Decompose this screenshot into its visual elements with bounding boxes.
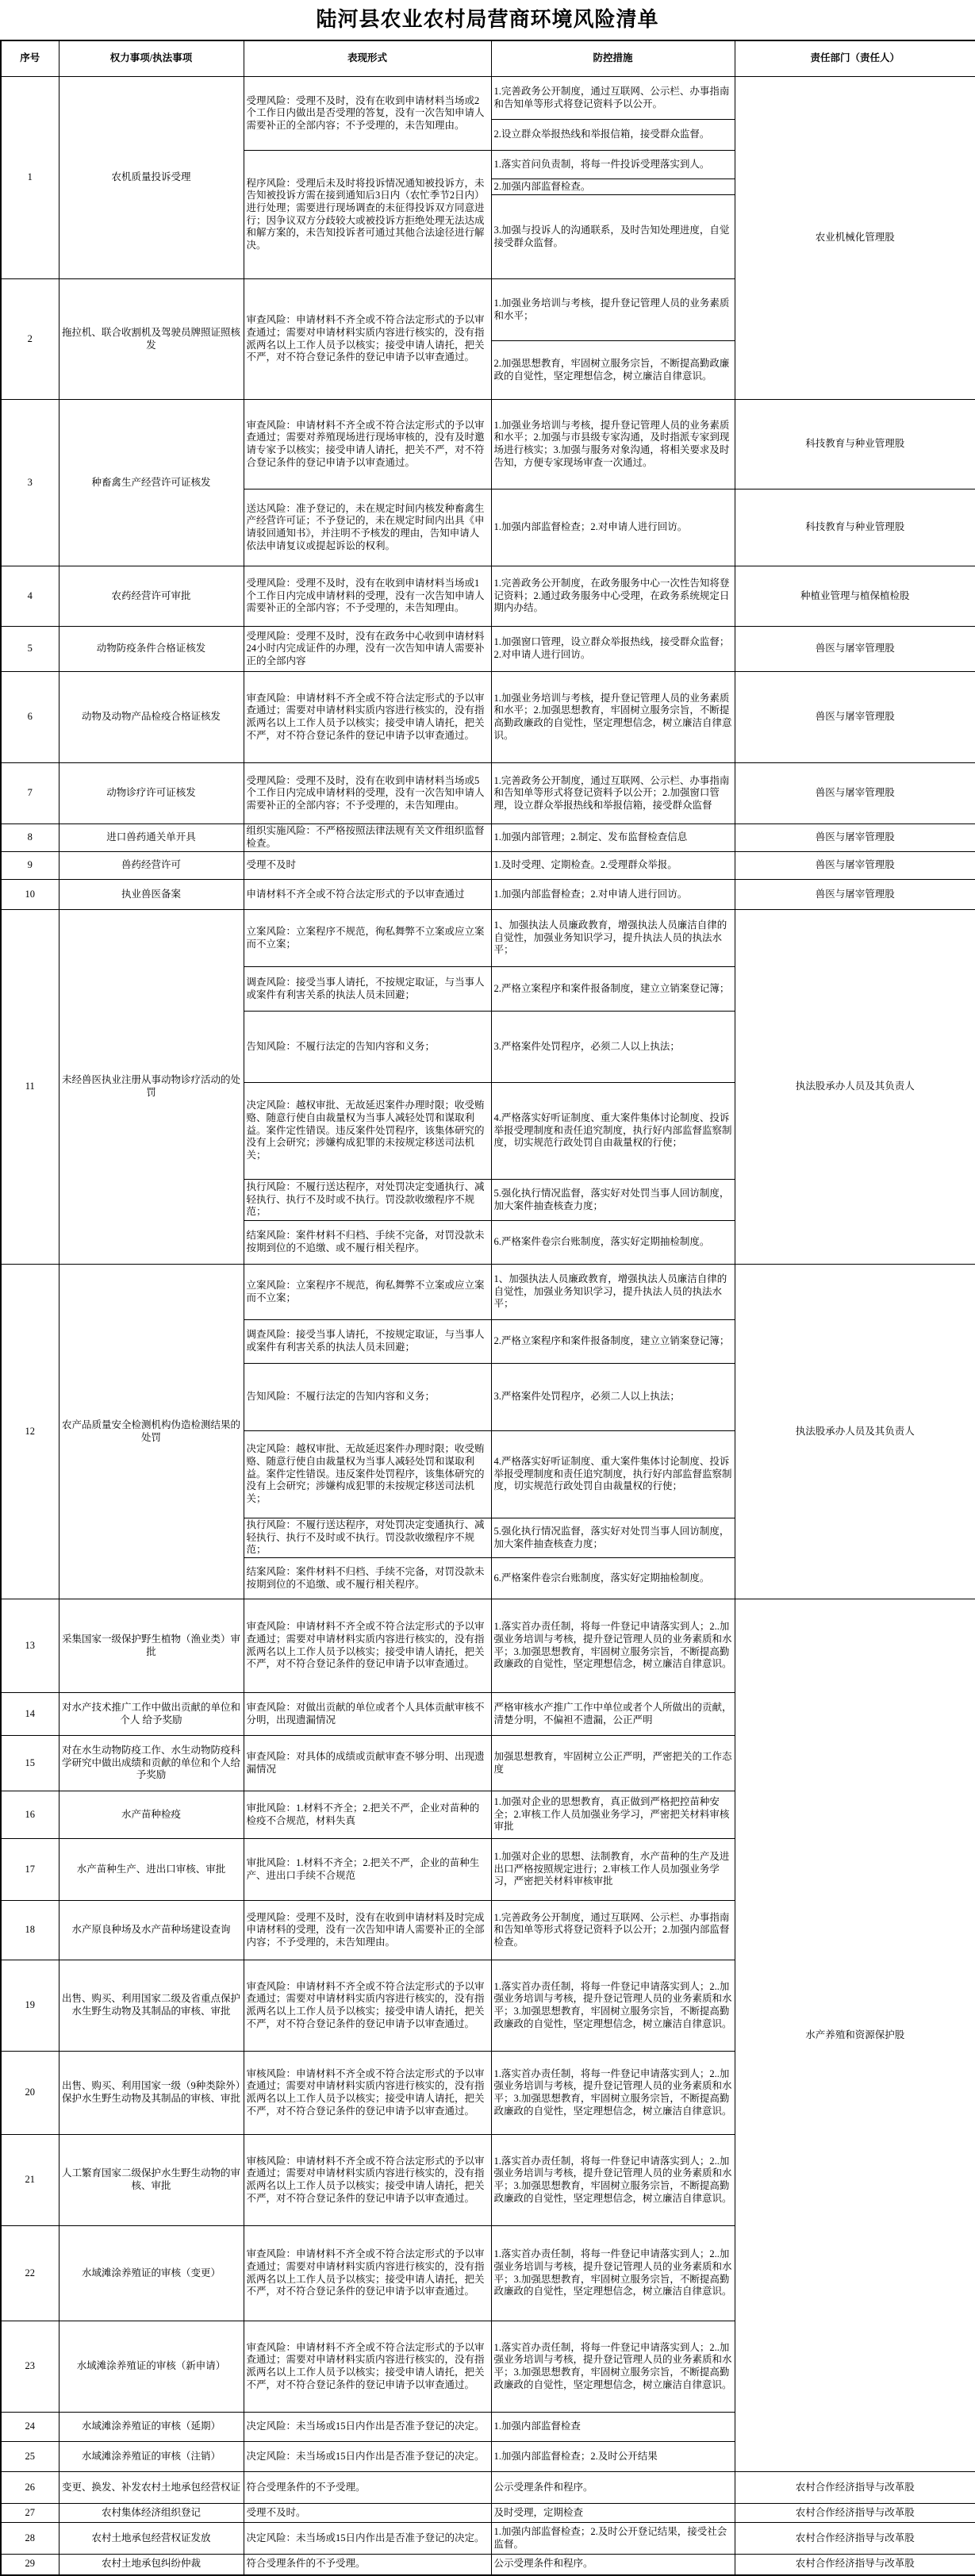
table-row [1, 672, 975, 763]
cell-control: 4.严格落实好听证制度、重大案件集体讨论制度、投诉举报受理制度和责任追究制度，执行好内部监督监察制度，切实规范行政处罚自由裁量权的行使； [491, 1083, 735, 1180]
page-title: 陆河县农业农村局营商环境风险清单 [316, 8, 659, 31]
cell-control: 1.落实首问负责制，将每一件投诉受理落实到人。 [491, 151, 735, 179]
cell-seq: 1 [1, 77, 59, 279]
risk-table [0, 40, 975, 2576]
cell-control: 1.加强业务培训与考核，提升登记管理人员的业务素质和水平；2.加强思想教育，牢固树立服务宗旨，不断提高勤政廉政的自觉性，坚定理想信念，树立廉洁自律意识。 [491, 672, 735, 763]
cell-seq: 29 [1, 2555, 59, 2575]
cell-form: 受理风险：受理不及时，没有在收到申请材料当场或2个工作日内做出是否受理的答复，没有一次告知申请人需要补正的全部内容；不予受理的，未告知理由。 [244, 77, 491, 151]
cell-seq: 20 [1, 2052, 59, 2135]
table-row [1, 400, 975, 489]
cell-seq: 6 [1, 672, 59, 763]
cell-item: 水产苗种检疫 [59, 1791, 244, 1839]
cell-control: 3.严格案件处罚程序，必须二人以上执法； [491, 1364, 735, 1431]
cell-seq: 11 [1, 910, 59, 1265]
cell-seq: 17 [1, 1839, 59, 1901]
cell-dept: 执法股承办人员及其负责人 [735, 910, 975, 1265]
cell-seq: 27 [1, 2504, 59, 2523]
cell-control: 1.加强对企业的思想、法制教育，水产苗种的生产及进出口严格按照规定进行；2.审核工作人员加强业务学习，严密把关材料审核审批 [491, 1839, 735, 1901]
cell-control: 1.加强业务培训与考核，提升登记管理人员的业务素质和水平；2.加强与市县级专家沟通，及时指派专家到现场进行核实；3.加强与服务对象沟通，将相关要求及时告知，方便专家现场审查一次通过。 [491, 400, 735, 489]
cell-seq: 26 [1, 2472, 59, 2504]
cell-form: 执行风险：不履行送达程序，对处罚决定变通执行、减轻执行、执行不及时或不执行。罚没款收缴程序不规范； [244, 1518, 491, 1558]
cell-form: 决定风险：越权审批、无故延迟案件办理时限；收受贿赂、随意行使自由裁量权为当事人减轻处罚和谋取利益。案件定性错误。违反案件处罚程序，该集体研究的没有上会研究；涉嫌构成犯罪的未按规定移送司法机关； [244, 1083, 491, 1180]
cell-item: 变更、换发、补发农村土地承包经营权证 [59, 2472, 244, 2504]
cell-control: 1.加强内部监督检查；2.对申请人进行回访。 [491, 489, 735, 566]
col-header-dept: 责任部门（责任人） [735, 40, 975, 77]
cell-seq: 4 [1, 566, 59, 627]
cell-form: 申请材料不齐全或不符合法定形式的予以审查通过 [244, 880, 491, 910]
cell-control: 2.严格立案程序和案件报备制度，建立立销案登记簿； [491, 967, 735, 1012]
cell-form: 符合受理条件的不予受理。 [244, 2472, 491, 2504]
cell-form: 决定风险：未当场或15日内作出是否准予登记的决定。 [244, 2413, 491, 2442]
table-body [1, 77, 975, 2575]
table-row [1, 77, 975, 120]
cell-form: 执行风险：不履行送达程序，对处罚决定变通执行、减轻执行、执行不及时或不执行。罚没款收缴程序不规范； [244, 1180, 491, 1221]
cell-form: 审查风险：对具体的成绩或贡献审查不够分明、出现遗漏情况 [244, 1736, 491, 1791]
cell-form: 送达风险：准予登记的，未在规定时间内核发种畜禽生产经营许可证；不予登记的，未在规定时间内出具《申请驳回通知书》，并注明不予核发的理由，告知申请人依法申请复议或提起诉讼的权利。 [244, 489, 491, 566]
cell-dept: 农村合作经济指导与改革股 [735, 2555, 975, 2575]
cell-seq: 28 [1, 2523, 59, 2555]
cell-control: 1.加强窗口管理，设立群众举报热线，接受群众监督；2.对申请人进行回访。 [491, 627, 735, 672]
cell-control: 1.完善政务公开制度，通过互联网、公示栏、办事指南和告知单等形式将登记资料予以公开；2.加强窗口管理，设立群众举报热线和举报信箱，接受群众监督 [491, 763, 735, 824]
cell-item: 未经兽医执业注册从事动物诊疗活动的处罚 [59, 910, 244, 1265]
cell-form: 审批风险：1.材料不齐全；2.把关不严，企业的苗种生产、进出口手续不合规范 [244, 1839, 491, 1901]
cell-form: 结案风险：案件材料不归档、手续不完备，对罚没款未按期到位的不追缴、或不履行相关程序。 [244, 1558, 491, 1599]
col-header-form: 表现形式 [244, 40, 491, 77]
header-row [1, 40, 975, 77]
cell-seq: 7 [1, 763, 59, 824]
cell-seq: 14 [1, 1693, 59, 1736]
cell-seq: 5 [1, 627, 59, 672]
cell-seq: 2 [1, 279, 59, 400]
col-header-control: 防控措施 [491, 40, 735, 77]
table-row [1, 852, 975, 880]
cell-dept: 兽医与屠宰管理股 [735, 627, 975, 672]
cell-control: 公示受理条件和程序。 [491, 2472, 735, 2504]
cell-control: 1.落实首办责任制，将每一件登记申请落实到人；2..加强业务培训与考核，提升登记管理人员的业务素质和水平；3.加强思想教育，牢固树立服务宗旨，不断提高勤政廉政的自觉性，坚定理想信念，树立廉洁自律意识。 [491, 2135, 735, 2226]
cell-dept: 农业机械化管理股 [735, 77, 975, 400]
cell-control: 1、加强执法人员廉政教育，增强执法人员廉洁自律的自觉性，加强业务知识学习，提升执法人员的执法水平； [491, 910, 735, 967]
cell-form: 审查风险：申请材料不齐全或不符合法定形式的予以审查通过；需要对申请材料实质内容进行核实的，没有指派两名以上工作人员予以核实；接受申请人请托，把关不严，对不符合登记条件的登记申请予以审查通过。 [244, 1599, 491, 1693]
cell-item: 水域滩涂养殖证的审核（注销） [59, 2442, 244, 2472]
cell-control: 3.加强与投诉人的沟通联系，及时告知处理进度，自觉接受群众监督。 [491, 195, 735, 279]
table-row [1, 2504, 975, 2523]
cell-control: 2.设立群众举报热线和举报信箱，接受群众监督。 [491, 120, 735, 151]
cell-dept: 农村合作经济指导与改革股 [735, 2504, 975, 2523]
cell-form: 审查风险：申请材料不齐全或不符合法定形式的予以审查通过；需要对申请材料实质内容进行核实的，没有指派两名以上工作人员予以核实；接受申请人请托，把关不严，对不符合登记条件的登记申请予以审查通过。 [244, 672, 491, 763]
cell-form: 结案风险：案件材料不归档、手续不完备，对罚没款未按期到位的不追缴、或不履行相关程序。 [244, 1221, 491, 1265]
cell-control: 1.落实首办责任制，将每一件登记申请落实到人；2..加强业务培训与考核，提升登记管理人员的业务素质和水平；3.加强思想教育，牢固树立服务宗旨，不断提高勤政廉政的自觉性，坚定理想信念，树立廉洁自律意识。 [491, 2321, 735, 2413]
cell-control: 1.加强业务培训与考核，提升登记管理人员的业务素质和水平； [491, 279, 735, 341]
cell-form: 审查风险：申请材料不齐全或不符合法定形式的予以审查通过；需要对申请材料实质内容进行核实的，没有指派两名以上工作人员予以核实；接受申请人请托，把关不严，对不符合登记条件的登记申请予以审查通过。 [244, 2226, 491, 2321]
cell-control: 1.落实首办责任制，将每一件登记申请落实到人；2..加强业务培训与考核，提升登记管理人员的业务素质和水平；3.加强思想教育，牢固树立服务宗旨，不断提高勤政廉政的自觉性，坚定理想信念，树立廉洁自律意识。 [491, 2226, 735, 2321]
cell-form: 受理风险：受理不及时，没有在收到申请材料当场或5个工作日内完成申请材料的受理，没有一次告知申请人需要补正的全部内容；不予受理的，未告知理由。 [244, 763, 491, 824]
cell-dept: 兽医与屠宰管理股 [735, 824, 975, 852]
cell-form: 审查风险：申请材料不齐全或不符合法定形式的予以审查通过；需要对申请材料实质内容进行核实的，没有指派两名以上工作人员予以核实；接受申请人请托，把关不严，对不符合登记条件的登记申请予以审查通过。 [244, 279, 491, 400]
col-header-seq: 序号 [1, 40, 59, 77]
cell-control: 3.严格案件处罚程序，必须二人以上执法； [491, 1012, 735, 1083]
cell-seq: 3 [1, 400, 59, 566]
cell-seq: 13 [1, 1599, 59, 1693]
cell-seq: 8 [1, 824, 59, 852]
cell-seq: 15 [1, 1736, 59, 1791]
cell-control: 1.完善政务公开制度，通过互联网、公示栏、办事指南和告知单等形式将登记资料予以公开。 [491, 77, 735, 120]
cell-form: 审查风险：申请材料不齐全或不符合法定形式的予以审查通过；需要对申请材料实质内容进行核实的，没有指派两名以上工作人员予以核实；接受申请人请托，把关不严，对不符合登记条件的登记申请予以审查通过。 [244, 1960, 491, 2052]
cell-seq: 19 [1, 1960, 59, 2052]
cell-dept: 水产养殖和资源保护股 [735, 1599, 975, 2472]
cell-control: 1.加强内部监督检查；2.及时公开登记结果，接受社会监督。 [491, 2523, 735, 2555]
cell-item: 出售、购买、利用国家一级（9种类除外）保护水生野生动物及其制品的审核、审批 [59, 2052, 244, 2135]
cell-item: 农村集体经济组织登记 [59, 2504, 244, 2523]
cell-control: 1.落实首办责任制，将每一件登记申请落实到人；2..加强业务培训与考核，提升登记管理人员的业务素质和水平；3.加强思想教育，牢固树立服务宗旨，不断提高勤政廉政的自觉性，坚定理想信念，树立廉洁自律意识。 [491, 1599, 735, 1693]
cell-form: 审批风险：1.材料不齐全；2.把关不严，企业对苗种的检疫不合规范，材料失真 [244, 1791, 491, 1839]
table-row [1, 2523, 975, 2555]
table-row [1, 880, 975, 910]
cell-control: 2.严格立案程序和案件报备制度，建立立销案登记簿； [491, 1320, 735, 1364]
cell-dept: 农村合作经济指导与改革股 [735, 2472, 975, 2504]
cell-control: 6.严格案件卷宗台账制度，落实好定期抽检制度。 [491, 1221, 735, 1265]
cell-form: 审核风险：申请材料不齐全或不符合法定形式的予以审查通过；需要对申请材料实质内容进行核实的，没有指派两名以上工作人员予以核实；接受申请人请托，把关不严，对不符合登记条件的登记申请予以审查通过。 [244, 2135, 491, 2226]
cell-dept: 种植业管理与植保植检股 [735, 566, 975, 627]
cell-dept: 农村合作经济指导与改革股 [735, 2523, 975, 2555]
cell-form: 受理不及时 [244, 852, 491, 880]
cell-item: 农药经营许可审批 [59, 566, 244, 627]
cell-control: 1.及时受理、定期检查。2.受理群众举报。 [491, 852, 735, 880]
cell-form: 调查风险：接受当事人请托，不按规定取证，与当事人或案件有利害关系的执法人员未回避； [244, 1320, 491, 1364]
cell-seq: 16 [1, 1791, 59, 1839]
cell-form: 受理风险：受理不及时，没有在政务中心收到申请材料24小时内完成证件的办理，没有一次告知申请人需要补正的全部内容 [244, 627, 491, 672]
cell-dept: 兽医与屠宰管理股 [735, 672, 975, 763]
cell-item: 水产苗种生产、进出口审核、审批 [59, 1839, 244, 1901]
cell-seq: 25 [1, 2442, 59, 2472]
cell-control: 2.加强内部监督检查。 [491, 179, 735, 195]
cell-dept: 执法股承办人员及其负责人 [735, 1265, 975, 1599]
cell-form: 审查风险：对做出贡献的单位或者个人具体贡献审核不分明，出现遗漏情况 [244, 1693, 491, 1736]
cell-form: 决定风险：未当场或15日内作出是否准予登记的决定。 [244, 2523, 491, 2555]
cell-dept: 兽医与屠宰管理股 [735, 763, 975, 824]
cell-seq: 24 [1, 2413, 59, 2442]
cell-item: 水域滩涂养殖证的审核（变更） [59, 2226, 244, 2321]
cell-form: 立案风险：立案程序不规范，徇私舞弊不立案或应立案而不立案； [244, 910, 491, 967]
cell-form: 决定风险：未当场或15日内作出是否准予登记的决定。 [244, 2442, 491, 2472]
cell-item: 农机质量投诉受理 [59, 77, 244, 279]
cell-form: 受理风险：受理不及时，没有在收到申请材料及时完成申请材料的受理，没有一次告知申请人需要补正的全部内容；不予受理的，未告知理由。 [244, 1901, 491, 1960]
cell-item: 水产原良种场及水产苗种场建设查询 [59, 1901, 244, 1960]
cell-form: 立案风险：立案程序不规范，徇私舞弊不立案或应立案而不立案； [244, 1265, 491, 1320]
cell-form: 审查风险：申请材料不齐全或不符合法定形式的予以审查通过；需要对养殖现场进行现场审核的，没有及时邀请专家予以核实；接受申请人请托，把关不严，对不符合登记条件的登记申请予以审查通过。 [244, 400, 491, 489]
cell-seq: 18 [1, 1901, 59, 1960]
cell-seq: 22 [1, 2226, 59, 2321]
cell-control: 公示受理条件和程序。 [491, 2555, 735, 2575]
table-row [1, 627, 975, 672]
cell-item: 水域滩涂养殖证的审核（新申请） [59, 2321, 244, 2413]
cell-item: 农产品质量安全检测机构伪造检测结果的处罚 [59, 1265, 244, 1599]
cell-control: 5.强化执行情况监督，落实好对处罚当事人回访制度，加大案件抽查核查力度； [491, 1180, 735, 1221]
cell-form: 告知风险：不履行法定的告知内容和义务； [244, 1012, 491, 1083]
cell-dept: 科技教育与种业管理股 [735, 400, 975, 489]
cell-item: 兽药经营许可 [59, 852, 244, 880]
cell-form: 受理风险：受理不及时，没有在收到申请材料当场或1个工作日内完成申请材料的受理，没有一次告知申请人需要补正的全部内容；不予受理的，未告知理由。 [244, 566, 491, 627]
cell-control: 1.落实首办责任制，将每一件登记申请落实到人；2..加强业务培训与考核，提升登记管理人员的业务素质和水平；3.加强思想教育，牢固树立服务宗旨，不断提高勤政廉政的自觉性，坚定理想信念，树立廉洁自律意识。 [491, 2052, 735, 2135]
cell-seq: 23 [1, 2321, 59, 2413]
cell-control: 严格审核水产推广工作中单位或者个人所做出的贡献，清楚分明，不偏袒不遗漏，公正严明 [491, 1693, 735, 1736]
cell-form: 组织实施风险：不严格按照法律法规有关文件组织监督检查。 [244, 824, 491, 852]
cell-item: 对在水生动物防疫工作、水生动物防疫科学研究中做出成绩和贡献的单位和个人给予奖励 [59, 1736, 244, 1791]
cell-item: 农村土地承包纠纷仲裁 [59, 2555, 244, 2575]
table-row [1, 763, 975, 824]
cell-control: 1.落实首办责任制，将每一件登记申请落实到人；2..加强业务培训与考核，提升登记管理人员的业务素质和水平；3.加强思想教育，牢固树立服务宗旨，不断提高勤政廉政的自觉性，坚定理想信念，树立廉洁自律意识。 [491, 1960, 735, 2052]
cell-control: 6.严格案件卷宗台账制度，落实好定期抽检制度。 [491, 1558, 735, 1599]
cell-form: 审查风险：申请材料不齐全或不符合法定形式的予以审查通过；需要对申请材料实质内容进行核实的，没有指派两名以上工作人员予以核实；接受申请人请托，把关不严，对不符合登记条件的登记申请予以审查通过。 [244, 2321, 491, 2413]
cell-control: 加强思想教育，牢固树立公正严明，严密把关的工作态度 [491, 1736, 735, 1791]
cell-form: 审核风险：申请材料不齐全或不符合法定形式的予以审查通过；需要对申请材料实质内容进行核实的，没有指派两名以上工作人员予以核实；接受申请人请托，把关不严，对不符合登记条件的登记申请予以审查通过。 [244, 2052, 491, 2135]
cell-item: 水域滩涂养殖证的审核（延期） [59, 2413, 244, 2442]
cell-control: 1.加强内部管理；2.制定、发布监督检查信息 [491, 824, 735, 852]
cell-item: 进口兽药通关单开具 [59, 824, 244, 852]
cell-form: 决定风险：越权审批、无故延迟案件办理时限；收受贿赂、随意行使自由裁量权为当事人减轻处罚和谋取利益。案件定性错误。违反案件处罚程序，该集体研究的没有上会研究；涉嫌构成犯罪的未按规定移送司法机关； [244, 1431, 491, 1518]
cell-control: 1.加强内部监督检查；2.对申请人进行回访。 [491, 880, 735, 910]
cell-dept: 兽医与屠宰管理股 [735, 880, 975, 910]
cell-form: 符合受理条件的不予受理。 [244, 2555, 491, 2575]
cell-item: 对水产技术推广工作中做出贡献的单位和个人 给予奖励 [59, 1693, 244, 1736]
cell-item: 种畜禽生产经营许可证核发 [59, 400, 244, 566]
cell-control: 4.严格落实好听证制度、重大案件集体讨论制度、投诉举报受理制度和责任追究制度，执行好内部监督监察制度，切实规范行政处罚自由裁量权的行使； [491, 1431, 735, 1518]
cell-dept: 科技教育与种业管理股 [735, 489, 975, 566]
cell-item: 动物及动物产品检疫合格证核发 [59, 672, 244, 763]
cell-form: 程序风险：受理后未及时将投诉情况通知被投诉方，未告知被投诉方需在接到通知后3日内（农忙季节2日内）进行处理；需要进行现场调查的未征得投诉双方同意进行；因争议双方分歧较大或被投诉方拒绝处理无法达成和解方案的，未告知投诉者可通过其他合法途径进行解决。 [244, 151, 491, 279]
table-row [1, 2472, 975, 2504]
col-header-item: 权力事项/执法事项 [59, 40, 244, 77]
cell-item: 动物防疫条件合格证核发 [59, 627, 244, 672]
cell-control: 1.加强内部监督检查；2.及时公开结果 [491, 2442, 735, 2472]
cell-control: 1、加强执法人员廉政教育，增强执法人员廉洁自律的自觉性，加强业务知识学习，提升执法人员的执法水平； [491, 1265, 735, 1320]
cell-control: 1.完善政务公开制度，在政务服务中心一次性告知将登记资料；2.通过政务服务中心受理，在政务系统规定日期内办结。 [491, 566, 735, 627]
cell-seq: 10 [1, 880, 59, 910]
cell-seq: 21 [1, 2135, 59, 2226]
cell-form: 调查风险：接受当事人请托，不按规定取证，与当事人或案件有利害关系的执法人员未回避； [244, 967, 491, 1012]
cell-dept: 兽医与屠宰管理股 [735, 852, 975, 880]
table-row [1, 566, 975, 627]
cell-item: 采集国家一级保护野生植物（渔业类）审批 [59, 1599, 244, 1693]
cell-item: 动物诊疗许可证核发 [59, 763, 244, 824]
cell-control: 1.加强内部监督检查 [491, 2413, 735, 2442]
table-row [1, 1265, 975, 1320]
cell-control: 5.强化执行情况监督，落实好对处罚当事人回访制度，加大案件抽查核查力度； [491, 1518, 735, 1558]
cell-item: 执业兽医备案 [59, 880, 244, 910]
cell-item: 人工繁育国家二级保护水生野生动物的审核、审批 [59, 2135, 244, 2226]
cell-item: 出售、购买、利用国家二级及省重点保护水生野生动物及其制品的审核、审批 [59, 1960, 244, 2052]
cell-control: 1.加强对企业的思想教育，真正做到严格把控苗种安全；2.审核工作人员加强业务学习，严密把关材料审核审批 [491, 1791, 735, 1839]
cell-control: 及时受理，定期检查 [491, 2504, 735, 2523]
cell-control: 2.加强思想教育，牢固树立服务宗旨，不断提高勤政廉政的自觉性，坚定理想信念，树立廉洁自律意识。 [491, 341, 735, 400]
table-row [1, 1599, 975, 1693]
cell-form: 受理不及时。 [244, 2504, 491, 2523]
cell-item: 农村土地承包经营权证发放 [59, 2523, 244, 2555]
table-row [1, 910, 975, 967]
cell-seq: 12 [1, 1265, 59, 1599]
cell-item: 拖拉机、联合收割机及驾驶员牌照证照核发 [59, 279, 244, 400]
table-row [1, 824, 975, 852]
cell-form: 告知风险：不履行法定的告知内容和义务； [244, 1364, 491, 1431]
cell-control: 1.完善政务公开制度，通过互联网、公示栏、办事指南和告知单等形式将登记资料予以公开；2.加强内部监督检查。 [491, 1901, 735, 1960]
table-row [1, 2555, 975, 2575]
cell-seq: 9 [1, 852, 59, 880]
